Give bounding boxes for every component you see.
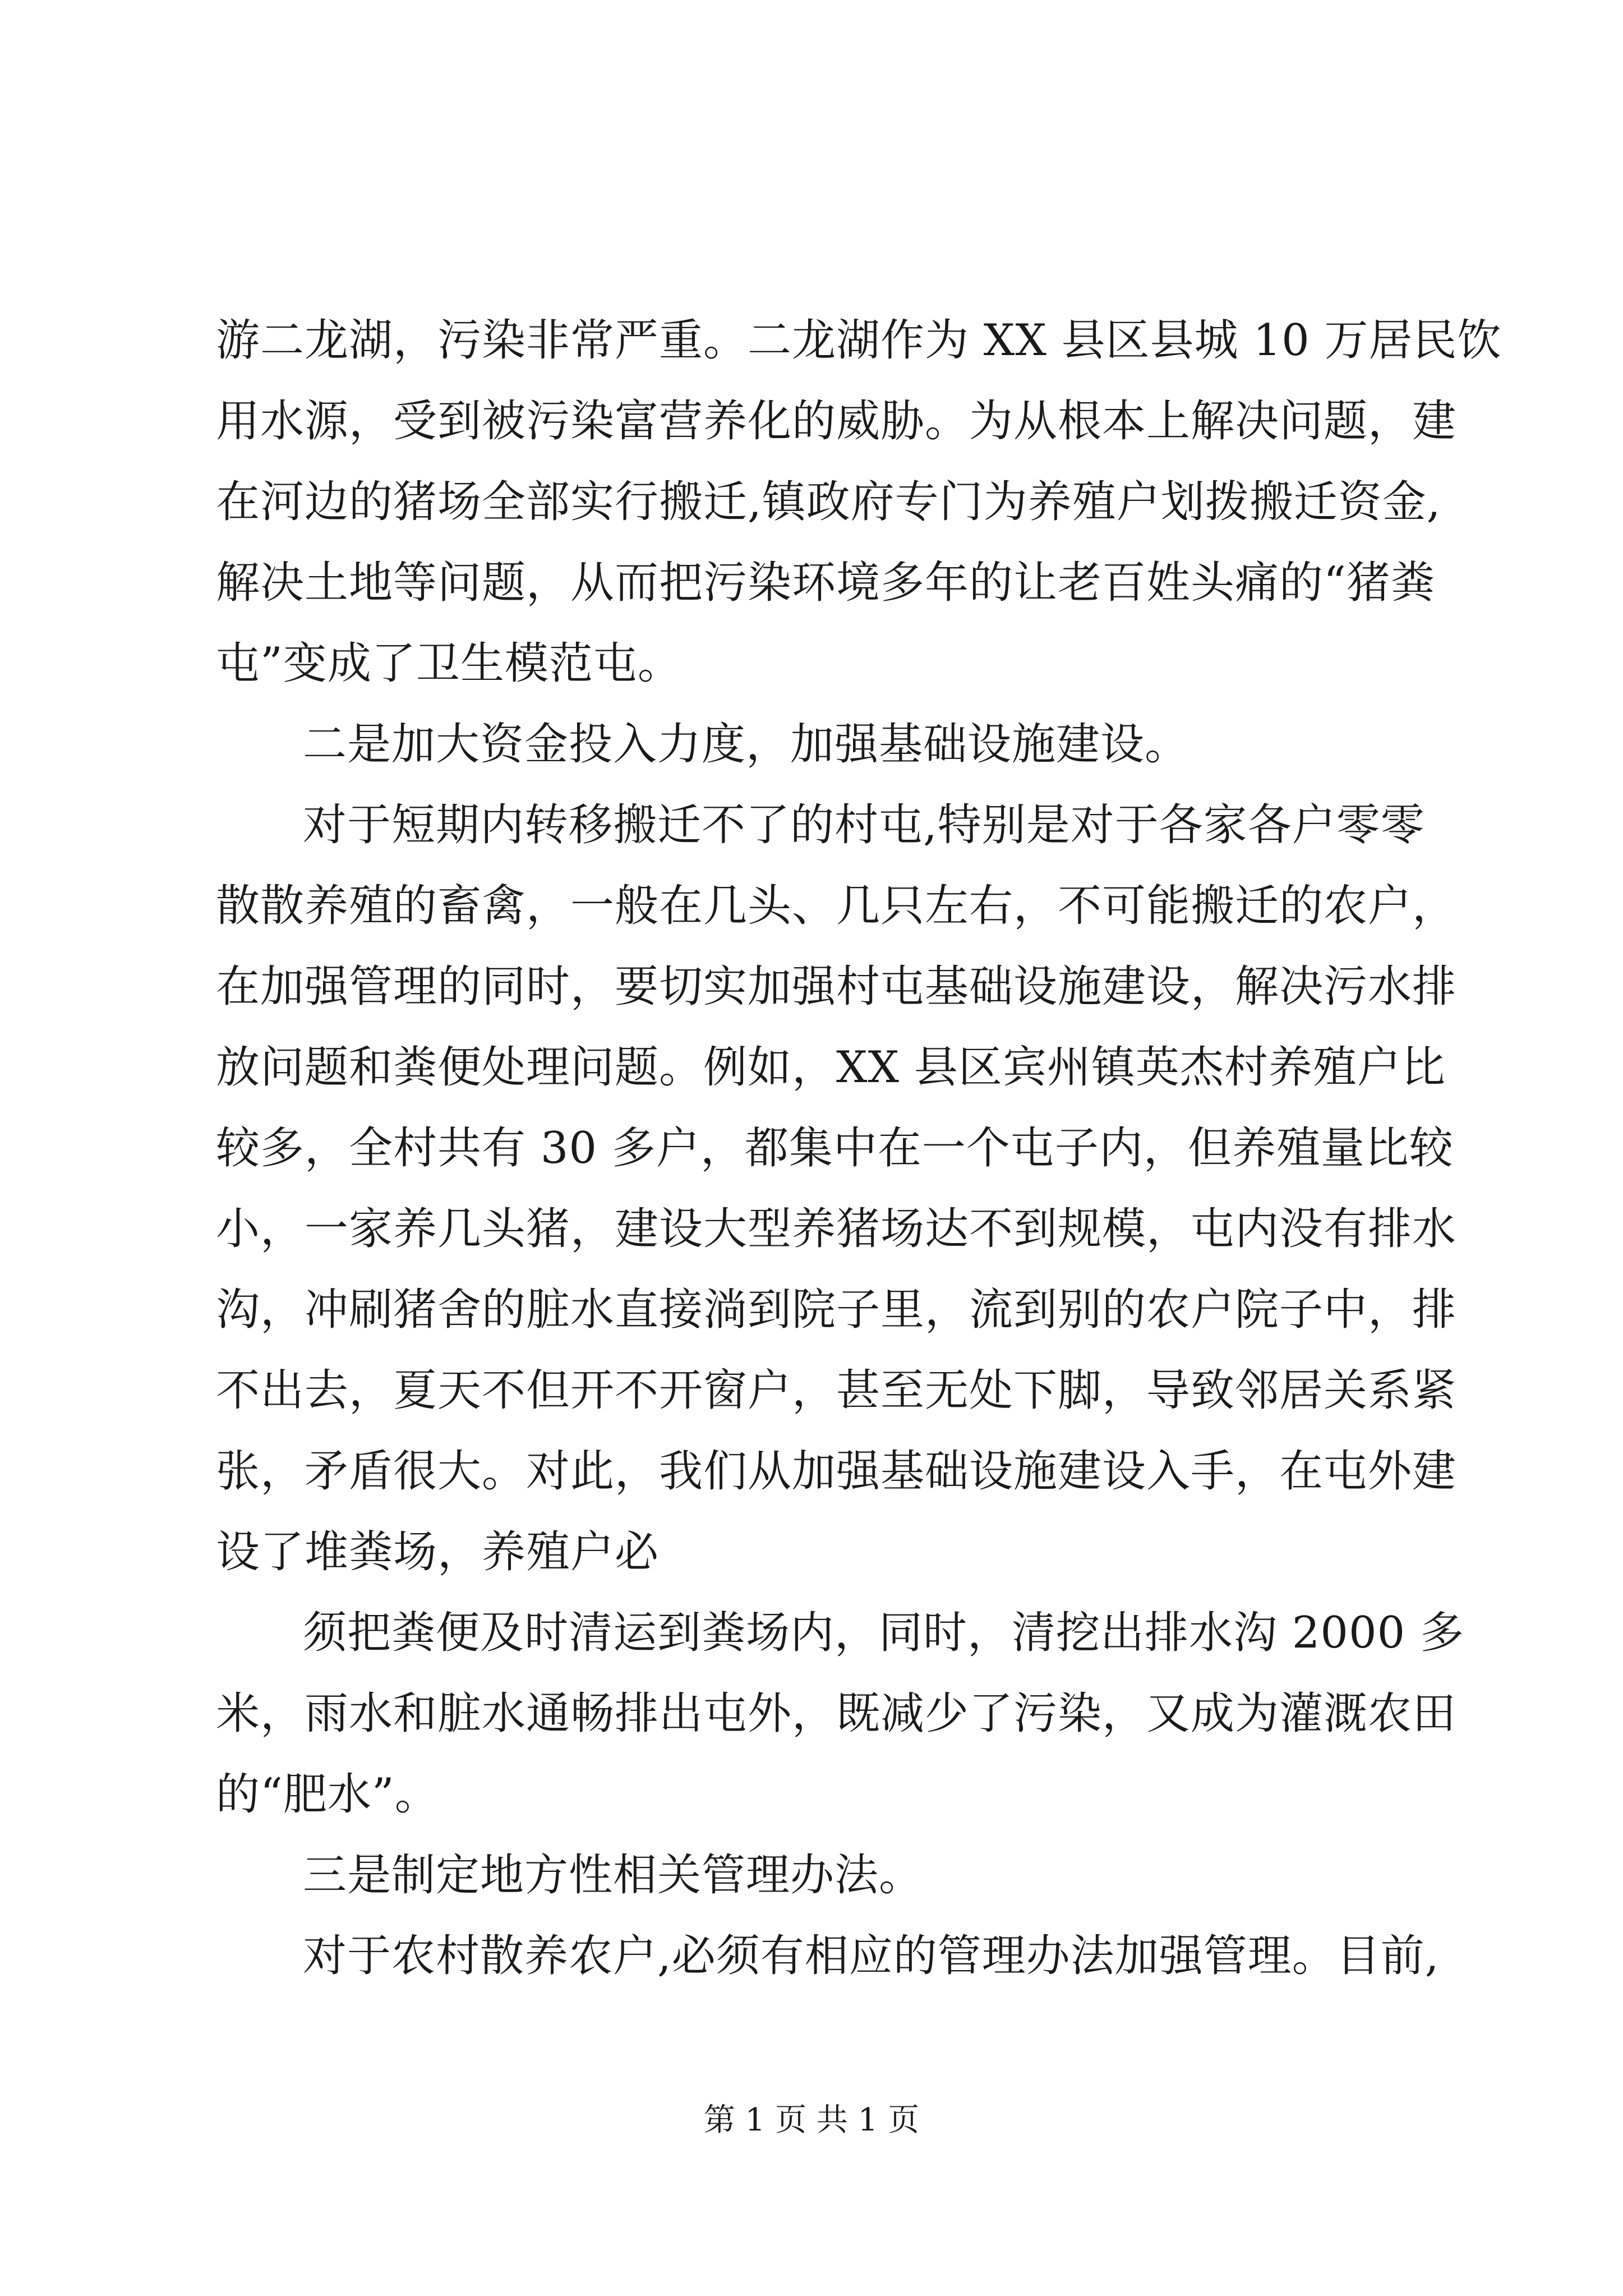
text-line: 游二龙湖，污染非常严重。二龙湖作为 XX 县区县城 10 万居民饮	[216, 315, 1502, 366]
text-line: 较多，全村共有 30 多户，都集中在一个屯子内，但养殖量比较	[216, 1123, 1454, 1174]
text-line: 在加强管理的同时，要切实加强村屯基础设施建设，解决污水排	[216, 961, 1457, 1012]
text-line: 对于短期内转移搬迁不了的村屯,特别是对于各家各户零零	[303, 800, 1425, 850]
text-line: 在河边的猪场全部实行搬迁,镇政府专门为养殖户划拨搬迁资金,	[216, 477, 1441, 527]
text-line: 张，矛盾很大。对此，我们从加强基础设施建设入手，在屯外建	[216, 1446, 1457, 1497]
text-line: 用水源，受到被污染富营养化的威胁。为从根本上解决问题，建	[216, 396, 1457, 447]
text-line: 沟，冲刷猪舍的脏水直接淌到院子里，流到别的农户院子中，排	[216, 1285, 1457, 1335]
text-line: 解决土地等问题，从而把污染环境多年的让老百姓头痛的“猪粪	[216, 558, 1435, 608]
text-line: 对于农村散养农户,必须有相应的管理办法加强管理。目前,	[303, 1931, 1440, 1981]
page-footer: 第 1 页 共 1 页	[703, 2102, 920, 2138]
text-line: 的“肥水”。	[216, 1769, 439, 1820]
text-line: 米，雨水和脏水通畅排出屯外，既减少了污染，又成为灌溉农田	[216, 1688, 1457, 1739]
text-line: 设了堆粪场，养殖户必	[216, 1527, 660, 1577]
section-heading: 二是加大资金投入力度，加强基础设施建设。	[303, 719, 1189, 770]
text-line: 不出去，夏天不但开不开窗户，甚至无处下脚，导致邻居关系紧	[216, 1365, 1457, 1416]
document-body	[216, 300, 1502, 1996]
text-line: 小，一家养几头猪，建设大型养猪场达不到规模，屯内没有排水	[216, 1204, 1457, 1254]
text-line: 放问题和粪便处理问题。例如，XX 县区宾州镇英杰村养殖户比	[216, 1042, 1446, 1093]
section-heading: 三是制定地方性相关管理办法。	[303, 1850, 924, 1901]
text-line: 散散养殖的畜禽，一般在几头、几只左右，不可能搬迁的农户，	[216, 881, 1457, 931]
text-line: 须把粪便及时清运到粪场内，同时，清挖出排水沟 2000 多	[303, 1608, 1465, 1658]
text-line: 屯”变成了卫生模范屯。	[216, 638, 682, 689]
